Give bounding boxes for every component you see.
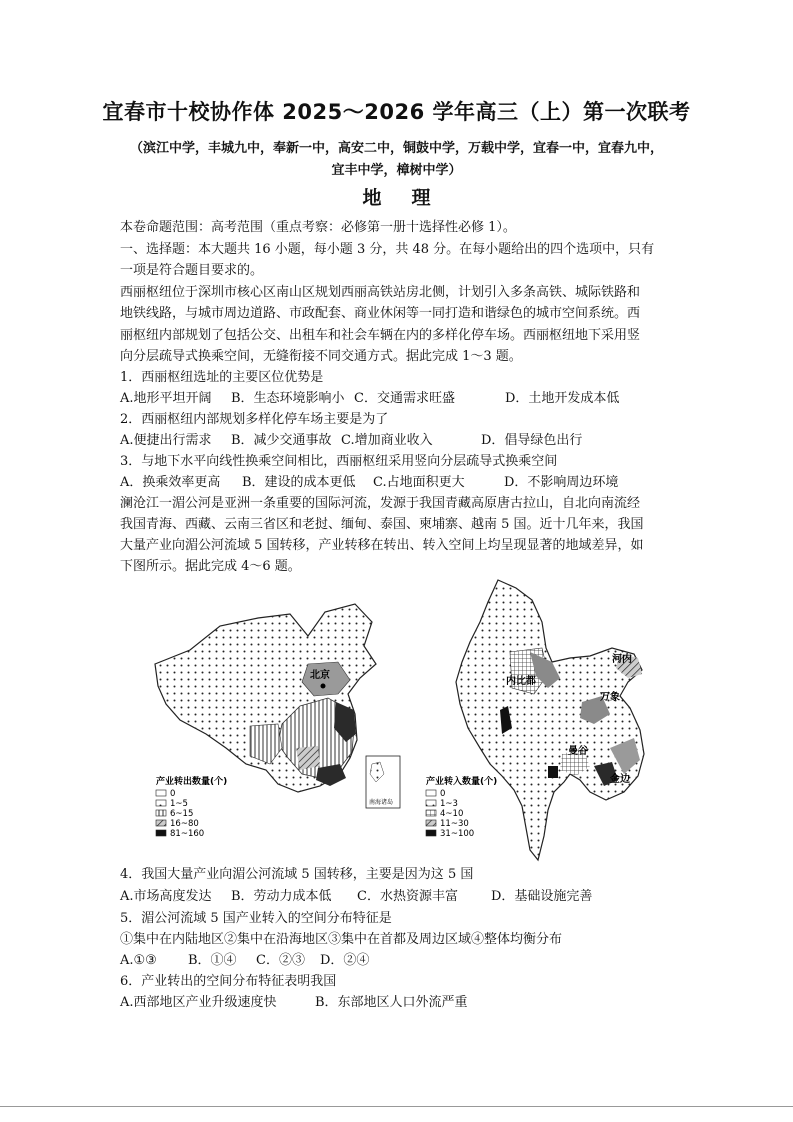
q5-option-c: C．②③ — [256, 953, 305, 968]
q3-option-c: C.占地面积更大 — [373, 475, 465, 490]
left-legend-swatch-4 — [156, 830, 166, 836]
right-legend-swatch-2 — [426, 810, 436, 816]
q5-option-d: D．②④ — [320, 953, 370, 968]
q5-option-b: B．①④ — [188, 953, 237, 968]
beijing-label: 北京 — [310, 670, 330, 681]
right-legend-swatch-1 — [426, 800, 436, 806]
participating-schools — [100, 138, 693, 182]
left-legend-label-4: 81~160 — [170, 829, 205, 839]
q2-option-b: B．减少交通事故 — [231, 433, 332, 448]
question-1-stem: 1．西丽枢纽选址的主要区位优势是 — [120, 370, 324, 385]
q2-option-a: A.便捷出行需求 — [120, 433, 212, 448]
passage-1-line-3: 丽枢纽内部规划了包括公交、出租车和社会车辆在内的多样化停车场。西丽枢纽地下采用竖 — [120, 328, 641, 343]
inset-label: 南海诸岛 — [369, 799, 394, 806]
q3-option-b: B．建设的成本更低 — [242, 475, 356, 490]
left-legend-swatch-3 — [156, 820, 166, 826]
china-mid-hatched — [296, 746, 320, 770]
naypyidaw-label: 内比都 — [506, 676, 536, 687]
mekong-base-region — [456, 580, 644, 860]
page-bottom-rule — [0, 1106, 793, 1107]
left-legend-swatch-1 — [156, 800, 166, 806]
left-legend-label-0: 0 — [170, 789, 176, 799]
passage-1-line-2: 地铁线路，与城市周边道路、市政配套、商业休闲等一同打造和谐绿色的城市空间系统。西 — [120, 306, 641, 321]
q1-option-c: C．交通需求旺盛 — [354, 391, 455, 406]
beijing-dot — [321, 684, 326, 689]
q4-option-b: B．劳动力成本低 — [231, 889, 332, 904]
maps-svg — [150, 578, 670, 866]
right-legend-label-0: 0 — [440, 789, 446, 799]
question-6-stem: 6．产业转出的空间分布特征表明我国 — [120, 974, 337, 989]
question-3-stem: 3．与地下水平向线性换乘空间相比，西丽枢纽采用竖向分层疏导式换乘空间 — [120, 454, 558, 469]
bangkok-label: 曼谷 — [568, 746, 588, 757]
schools-line-2: 宜丰中学，樟树中学） — [331, 163, 462, 178]
phnom-penh-label: 金边 — [610, 774, 630, 785]
q3-option-a: A．换乘效率更高 — [120, 475, 221, 490]
q1-option-d: D．土地开发成本低 — [505, 391, 620, 406]
right-legend — [426, 775, 497, 839]
q2-option-d: D．倡导绿色出行 — [481, 433, 583, 448]
right-legend-label-1: 1~3 — [440, 799, 458, 809]
q2-option-c: C.增加商业收入 — [341, 433, 433, 448]
section-instructions-1: 一、选择题：本大题共 16 小题，每小题 3 分，共 48 分。在每小题给出的四个选项中，只有 — [120, 242, 655, 257]
hanoi-label: 河内 — [612, 654, 632, 665]
passage-1-line-4: 向分层疏导式换乘空间，无缝衔接不同交通方式。据此完成 1～3 题。 — [120, 349, 522, 364]
q5-option-a: A.①③ — [120, 953, 157, 968]
right-legend-swatch-3 — [426, 820, 436, 826]
passage-1-line-1: 西丽枢纽位于深圳市核心区南山区规划西丽高铁站房北侧，计划引入多条高铁、城际铁路和 — [120, 285, 641, 300]
question-2-stem: 2．西丽枢纽内部规划多样化停车场主要是为了 — [120, 412, 389, 427]
passage-2-line-3: 大量产业向湄公河流域 5 国转移，产业转移在转出、转入空间上均呈现显著的地域差异，如 — [120, 538, 644, 553]
left-legend-label-1: 1~5 — [170, 799, 188, 809]
question-5-choices: ①集中在内陆地区②集中在沿海地区③集中在首都及周边区域④整体均衡分布 — [120, 932, 563, 947]
left-legend — [156, 775, 227, 839]
q4-option-d: D．基础设施完善 — [491, 889, 593, 904]
left-legend-swatch-0 — [156, 790, 166, 796]
mekong-map — [456, 580, 644, 860]
left-legend-title: 产业转出数量(个) — [156, 777, 228, 787]
right-legend-label-3: 11~30 — [440, 819, 469, 829]
passage-2-line-2: 我国青海、西藏、云南三省区和老挝、缅甸、泰国、柬埔寨、越南 5 国。近十几年来，我国 — [120, 517, 644, 532]
left-legend-label-2: 6~15 — [170, 809, 194, 819]
question-5-stem: 5．湄公河流域 5 国产业转入的空间分布特征是 — [120, 911, 392, 926]
left-legend-label-3: 16~80 — [170, 819, 199, 829]
question-4-stem: 4．我国大量产业向湄公河流域 5 国转移，主要是因为这 5 国 — [120, 867, 474, 882]
right-legend-label-2: 4~10 — [440, 809, 464, 819]
vientiane-label: 万象 — [600, 692, 620, 703]
industry-transfer-maps — [150, 578, 670, 866]
q3-option-d: D．不影响周边环境 — [504, 475, 619, 490]
q6-option-a: A.西部地区产业升级速度快 — [120, 995, 277, 1010]
passage-2-line-1: 澜沧江一湄公河是亚洲一条重要的国际河流，发源于我国青藏高原唐古拉山，自北向南流经 — [120, 496, 641, 511]
section-instructions-2: 一项是符合题目要求的。 — [120, 263, 264, 278]
subject-title: 地理 — [362, 187, 461, 209]
passage-2-line-4: 下图所示。据此完成 4～6 题。 — [120, 559, 301, 574]
right-legend-swatch-0 — [426, 790, 436, 796]
schools-line-1: （滨江中学，丰城九中，奉新一中，高安二中，铜鼓中学，万载中学，宜春一中，宜春九中， — [129, 141, 663, 156]
q4-option-a: A.市场高度发达 — [120, 889, 212, 904]
left-legend-swatch-2 — [156, 810, 166, 816]
q6-option-b: B．东部地区人口外流严重 — [315, 995, 468, 1010]
exam-scope: 本卷命题范围：高考范围（重点考察：必修第一册十选择性必修 1）。 — [120, 220, 516, 235]
q1-option-b: B．生态环境影响小 — [231, 391, 345, 406]
thailand-west-region — [548, 766, 558, 778]
q4-option-c: C．水热资源丰富 — [357, 889, 458, 904]
right-legend-swatch-4 — [426, 830, 436, 836]
right-legend-title: 产业转入数量(个) — [426, 777, 498, 787]
right-legend-label-4: 31~100 — [440, 829, 475, 839]
exam-title: 宜春市十校协作体 2025～2026 学年高三（上）第一次联考 — [102, 100, 691, 124]
q1-option-a: A.地形平坦开阔 — [120, 391, 212, 406]
